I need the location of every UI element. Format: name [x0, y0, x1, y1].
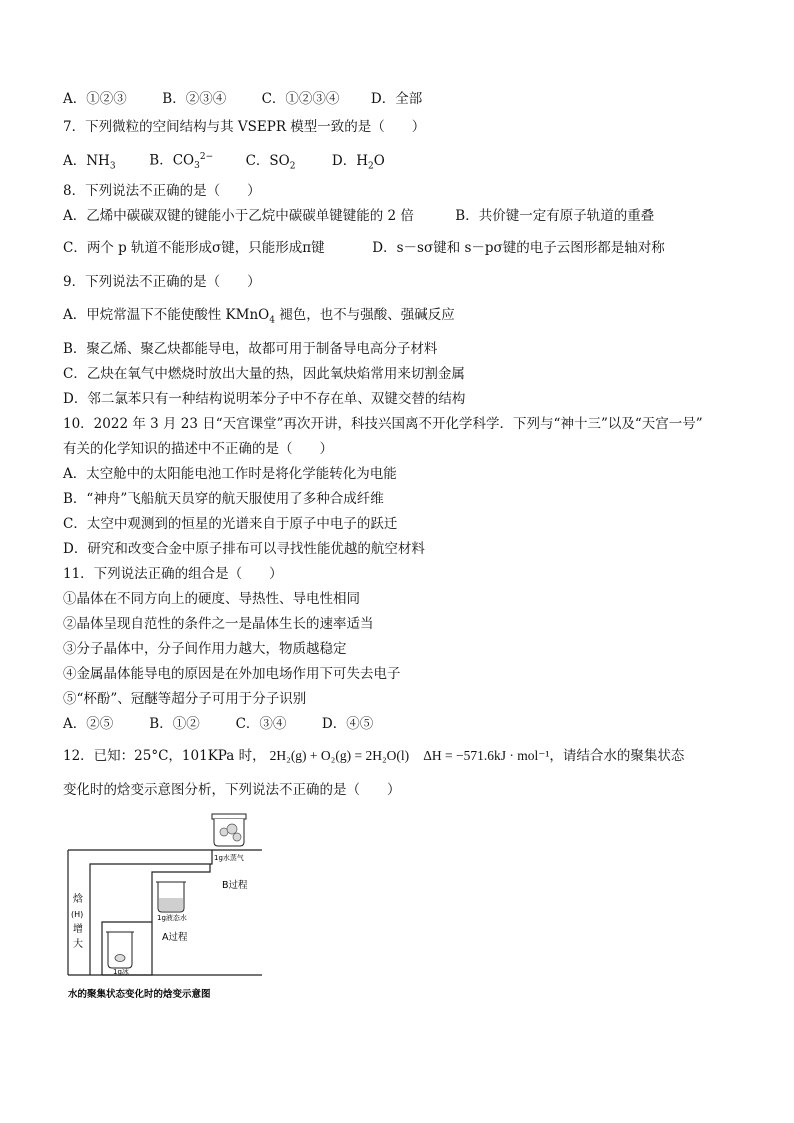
q9-stem: 9．下列说法不正确的是（ ）: [63, 274, 261, 290]
q7-option-d[interactable]: D．$H_2O$: [331, 152, 385, 172]
water-vapor-beaker-icon: [212, 814, 246, 846]
q11-options: [63, 715, 373, 733]
q10-stem-line2: 有关的化学知识的描述中不正确的是（ ）: [63, 441, 333, 457]
enthalpy-diagram: [62, 810, 282, 1005]
q8-option-a[interactable]: A．乙烯中碳碳双键的键能小于乙烷中碳碳单键键能的 2 倍: [63, 208, 414, 224]
q8-option-b[interactable]: B．共价键一定有原子轨道的重叠: [455, 208, 655, 224]
q12-stem-line1: [63, 747, 684, 765]
q9-option-c[interactable]: C．乙炔在氧气中燃烧时放出大量的热，因此氧炔焰常用来切割金属: [63, 366, 465, 382]
q8-option-c[interactable]: C．两个 p 轨道不能形成σ键，只能形成π键: [63, 240, 325, 256]
process-a-label: A过程: [162, 932, 188, 943]
q11-statement-2: ②晶体呈现自范性的条件之一是晶体生长的速率适当: [63, 616, 374, 632]
q11-stem: 11．下列说法正确的组合是（ ）: [63, 566, 283, 582]
q12-stem-line2: 变化时的焓变示意图分析，下列说法不正确的是（ ）: [63, 782, 401, 798]
q12-stem-suffix: ，请结合水的聚集状态: [549, 748, 685, 764]
q8-stem: 8．下列说法不正确的是（ ）: [63, 183, 261, 199]
q7-options: [63, 148, 385, 175]
q7-option-a[interactable]: A．$NH_3$: [63, 152, 116, 172]
process-b-label: B过程: [222, 880, 248, 891]
q11-statement-4: ④金属晶体能导电的原因是在外加电场作用下可失去电子: [63, 666, 401, 682]
axis-label-char-4: 大: [73, 939, 83, 950]
q11-option-d[interactable]: D．④⑤: [321, 716, 374, 732]
enthalpy-diagram-svg: [62, 810, 282, 1005]
liquid-water-beaker-icon: [156, 882, 186, 912]
ice-beaker-icon: [106, 932, 134, 968]
q7-option-b[interactable]: B．$CO_3^{2-}$: [149, 152, 214, 172]
axis-label-char-2: (H): [71, 910, 84, 919]
q11-option-b[interactable]: B．①②: [149, 716, 200, 732]
q9-option-a[interactable]: A．甲烷常温下不能使酸性 KMnO$_4$ 褪色，也不与强酸、强碱反应: [63, 307, 455, 326]
q10-stem-line1: 10．2022 年 3 月 23 日“天宫课堂”再次开讲，科技兴国离不开化学科学．下列与“神十三”以及“天宫一号”: [63, 416, 703, 432]
q9-option-b[interactable]: B．聚乙烯、聚乙炔都能导电，故都可用于制备导电高分子材料: [63, 341, 438, 357]
q8-row1: [63, 207, 654, 225]
q6-option-c[interactable]: C．①②③④: [261, 91, 340, 107]
q11-statement-5: ⑤“杯酚”、冠醚等超分子可用于分子识别: [63, 691, 307, 707]
figure-caption: 水的聚集状态变化时的焓变示意图: [68, 989, 211, 1000]
q6-option-a[interactable]: A．①②③: [63, 91, 127, 107]
q11-statement-3: ③分子晶体中，分子间作用力越大，物质越稳定: [63, 641, 347, 657]
axis-label-char-3: 增: [73, 924, 83, 935]
q9-option-d[interactable]: D．邻二氯苯只有一种结构说明苯分子中不存在单、双键交替的结构: [63, 391, 466, 407]
q6-option-d[interactable]: D．全部: [370, 91, 423, 107]
q8-option-d[interactable]: D．s－sσ键和 s－pσ键的电子云图形都是轴对称: [372, 240, 665, 256]
q10-option-d[interactable]: D．研究和改变合金中原子排布可以寻找性能优越的航空材料: [63, 541, 425, 557]
q7-stem: 7．下列微粒的空间结构与其 VSEPR 模型一致的是（ ）: [63, 119, 426, 135]
q6-option-b[interactable]: B．②③④: [162, 91, 227, 107]
liquid-water-label: 1g液态水: [157, 914, 187, 922]
q10-option-a[interactable]: A．太空舱中的太阳能电池工作时是将化学能转化为电能: [63, 466, 397, 482]
q11-statement-1: ①晶体在不同方向上的硬度、导热性、导电性相同: [63, 591, 360, 607]
q11-option-a[interactable]: A．②⑤: [63, 716, 114, 732]
q11-option-c[interactable]: C．③④: [235, 716, 287, 732]
q12-enthalpy: ΔH = −571.6kJ · mol⁻¹: [423, 748, 550, 763]
q8-row2: [63, 239, 665, 257]
axis-label-char-1: 焓: [73, 894, 83, 905]
q10-option-c[interactable]: C．太空中观测到的恒星的光谱来自于原子中电子的跃迁: [63, 516, 398, 532]
ice-label: 1g冰: [113, 968, 129, 976]
q12-stem-prefix: 12．已知：25°C，101KPa 时，: [63, 748, 266, 764]
q6-options: [63, 90, 422, 108]
q7-option-c[interactable]: C．$SO_2$: [245, 152, 296, 172]
water-vapor-label: 1g水蒸气: [214, 854, 244, 862]
q10-option-b[interactable]: B．“神舟”飞船航天员穿的航天服使用了多种合成纤维: [63, 491, 384, 507]
q12-equation: 2H₂(g) + O₂(g) = 2H₂O(l): [269, 748, 410, 763]
